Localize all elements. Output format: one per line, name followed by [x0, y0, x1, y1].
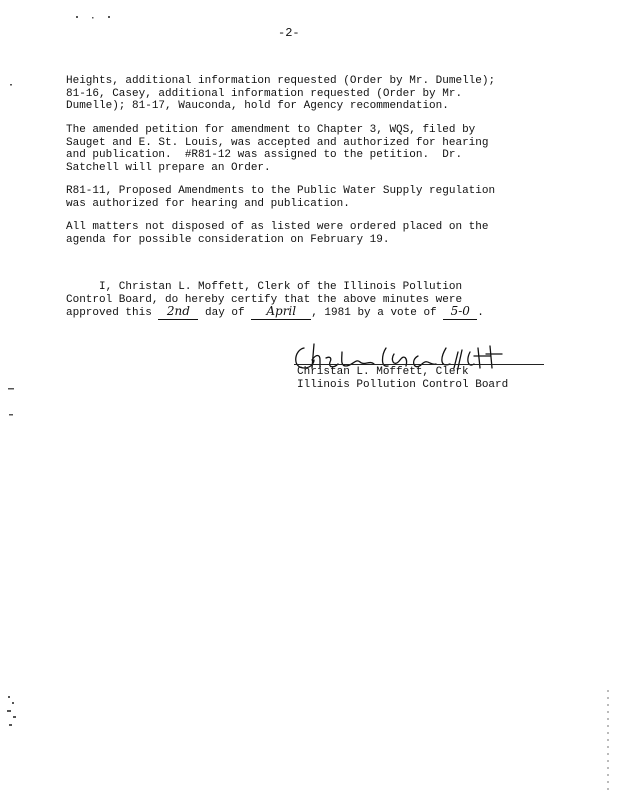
- certification-line-2: Control Board, do hereby certify that the above minutes were: [66, 293, 463, 306]
- paragraph-1-line-3: Dumelle); 81-17, Wauconda, hold for Agency recommendation.: [66, 100, 449, 113]
- page-number: -2-: [278, 26, 300, 40]
- certification-line-3a: approved this: [66, 307, 159, 320]
- month-handwritten: April: [266, 304, 297, 319]
- paragraph-3-line-2: was authorized for hearing and publication.: [66, 197, 350, 210]
- paragraph-2-line-1: The amended petition for amendment to Chapter 3, WQS, filed by: [66, 124, 476, 136]
- paragraph-4-line-1: All matters not disposed of as listed were ordered placed on the: [66, 221, 489, 233]
- paragraph-1-line-2: 81-16, Casey, additional information requested (Order by Mr.: [66, 87, 463, 100]
- day-handwritten: 2nd: [166, 304, 190, 319]
- paragraph-2-line-2: Sauget and E. St. Louis, was accepted and authorized for hearing: [66, 136, 489, 149]
- vote-handwritten: 5-0: [450, 304, 470, 319]
- certification-line-3b: day of: [198, 307, 252, 320]
- paragraph-1-line-1: Heights, additional information requested (Order by Mr. Dumelle);: [66, 75, 496, 87]
- paragraph-4-line-2: agenda for possible consideration on February 19.: [66, 233, 390, 246]
- certification-line-3c: , 1981 by a vote of: [311, 307, 444, 320]
- paragraph-2-line-3: and publication. #R81-12 was assigned to the petition. Dr.: [66, 149, 463, 162]
- certification-line-1: I, Christan L. Moffett, Clerk of the Illinois Pollution: [66, 281, 463, 293]
- paragraph-2-line-4: Satchell will prepare an Order.: [66, 161, 271, 174]
- paragraph-3-line-1: R81-11, Proposed Amendments to the Public Water Supply regulation: [66, 185, 496, 197]
- signer-name: Christan L. Moffett, Clerk: [297, 366, 469, 378]
- signer-title: Illinois Pollution Control Board: [297, 378, 509, 391]
- signature-text: Christan L. Moffett: [290, 372, 298, 373]
- certification-line-3d: .: [477, 307, 484, 320]
